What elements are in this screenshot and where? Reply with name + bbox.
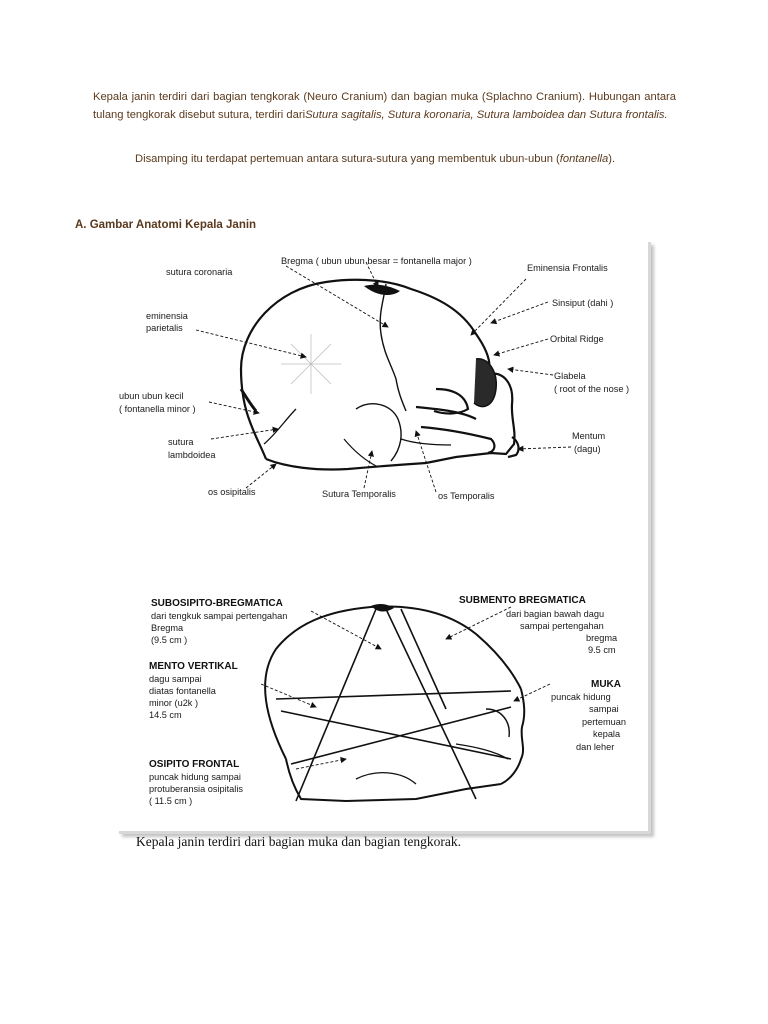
skull-diameters-diagram	[265, 606, 524, 801]
label-muka-3: pertemuan	[582, 717, 626, 727]
label-sutura-lambdoidea-1: sutura	[168, 437, 194, 447]
fontanella-paragraph	[93, 150, 676, 168]
label-mento-1: dagu sampai	[149, 674, 202, 684]
parietal-radiation	[281, 334, 341, 394]
fontanella-term: fontanella	[559, 153, 609, 165]
label-muka-4: kepala	[593, 729, 621, 739]
label-osipito-3: ( 11.5 cm )	[149, 796, 193, 806]
sutura-list: Sutura sagitalis, Sutura koronaria, Sutura lamboidea dan Sutura frontalis.	[305, 109, 668, 121]
label-subosipito-1: dari tengkuk sampai pertengahan	[151, 611, 288, 621]
intro-paragraph	[93, 88, 676, 124]
label-submento-title: SUBMENTO BREGMATICA	[459, 595, 586, 606]
label-eminensia-frontalis: Eminensia Frontalis	[527, 263, 608, 273]
label-glabela-1: Glabela	[554, 371, 586, 381]
label-ubun-kecil-2: ( fontanella minor )	[119, 404, 196, 414]
label-mentum-2: (dagu)	[574, 444, 601, 454]
bregma-mark	[371, 604, 394, 612]
label-muka-title: MUKA	[591, 679, 621, 690]
fetal-skull-side-view	[241, 280, 519, 470]
section-heading: A. Gambar Anatomi Kepala Janin	[75, 219, 257, 231]
label-eminensia-parietalis-1: eminensia	[146, 311, 188, 321]
label-sutura-temporalis: Sutura Temporalis	[322, 489, 396, 499]
anatomy-figure	[116, 239, 648, 831]
label-os-osipitalis: os osipitalis	[208, 487, 256, 497]
label-mento-4: 14.5 cm	[149, 710, 182, 720]
label-subosipito-title: SUBOSIPITO-BREGMATICA	[151, 598, 283, 609]
label-muka-2: sampai	[589, 704, 619, 714]
label-mento-3: minor (u2k )	[149, 698, 199, 708]
label-mento-2: diatas fontanella	[149, 686, 216, 696]
label-sutura-coronaria: sutura coronaria	[166, 267, 233, 277]
label-mentum-1: Mentum	[572, 431, 606, 441]
label-sinsiput: Sinsiput (dahi )	[552, 298, 614, 308]
label-submento-1: dari bagian bawah dagu	[506, 609, 605, 619]
label-eminensia-parietalis-2: parietalis	[146, 323, 183, 333]
label-mento-title: MENTO VERTIKAL	[149, 661, 238, 672]
label-submento-3: bregma	[586, 633, 618, 643]
label-muka-1: puncak hidung	[551, 692, 611, 702]
label-osipito-1: puncak hidung sampai	[149, 772, 241, 782]
label-osipito-2: protuberansia osipitalis	[149, 784, 243, 794]
anatomy-svg	[116, 239, 648, 831]
label-orbital-ridge: Orbital Ridge	[550, 334, 604, 344]
label-muka-5: dan leher	[576, 742, 615, 752]
label-osipito-title: OSIPITO FRONTAL	[149, 759, 240, 770]
label-subosipito-3: (9.5 cm )	[151, 635, 188, 645]
label-glabela-2: ( root of the nose )	[554, 384, 630, 394]
figure-caption: Kepala janin terdiri dari bagian muka dan bagian tengkorak.	[136, 834, 462, 849]
label-ubun-kecil-1: ubun ubun kecil	[119, 391, 184, 401]
fontanella-close: ).	[608, 153, 616, 165]
label-os-temporalis: os Temporalis	[438, 491, 495, 501]
label-subosipito-2: Bregma	[151, 623, 184, 633]
label-sutura-lambdoidea-2: lambdoidea	[168, 450, 216, 460]
intro-text: Kepala janin terdiri dari bagian tengkorak (Neuro Cranium) dan bagian muka (Splachno Cranium). Hubungan antara tulang tengkorak disebut sutura, terdiri dari	[93, 91, 676, 121]
bregma-fontanel	[364, 285, 400, 295]
label-bregma: Bregma ( ubun ubun besar = fontanella major )	[281, 256, 472, 266]
diameter-lines	[276, 609, 511, 801]
fontanella-text: Disamping itu terdapat pertemuan antara sutura-sutura yang membentuk ubun-ubun (	[135, 153, 560, 165]
label-submento-2: sampai pertengahan	[520, 621, 604, 631]
label-submento-4: 9.5 cm	[588, 645, 616, 655]
